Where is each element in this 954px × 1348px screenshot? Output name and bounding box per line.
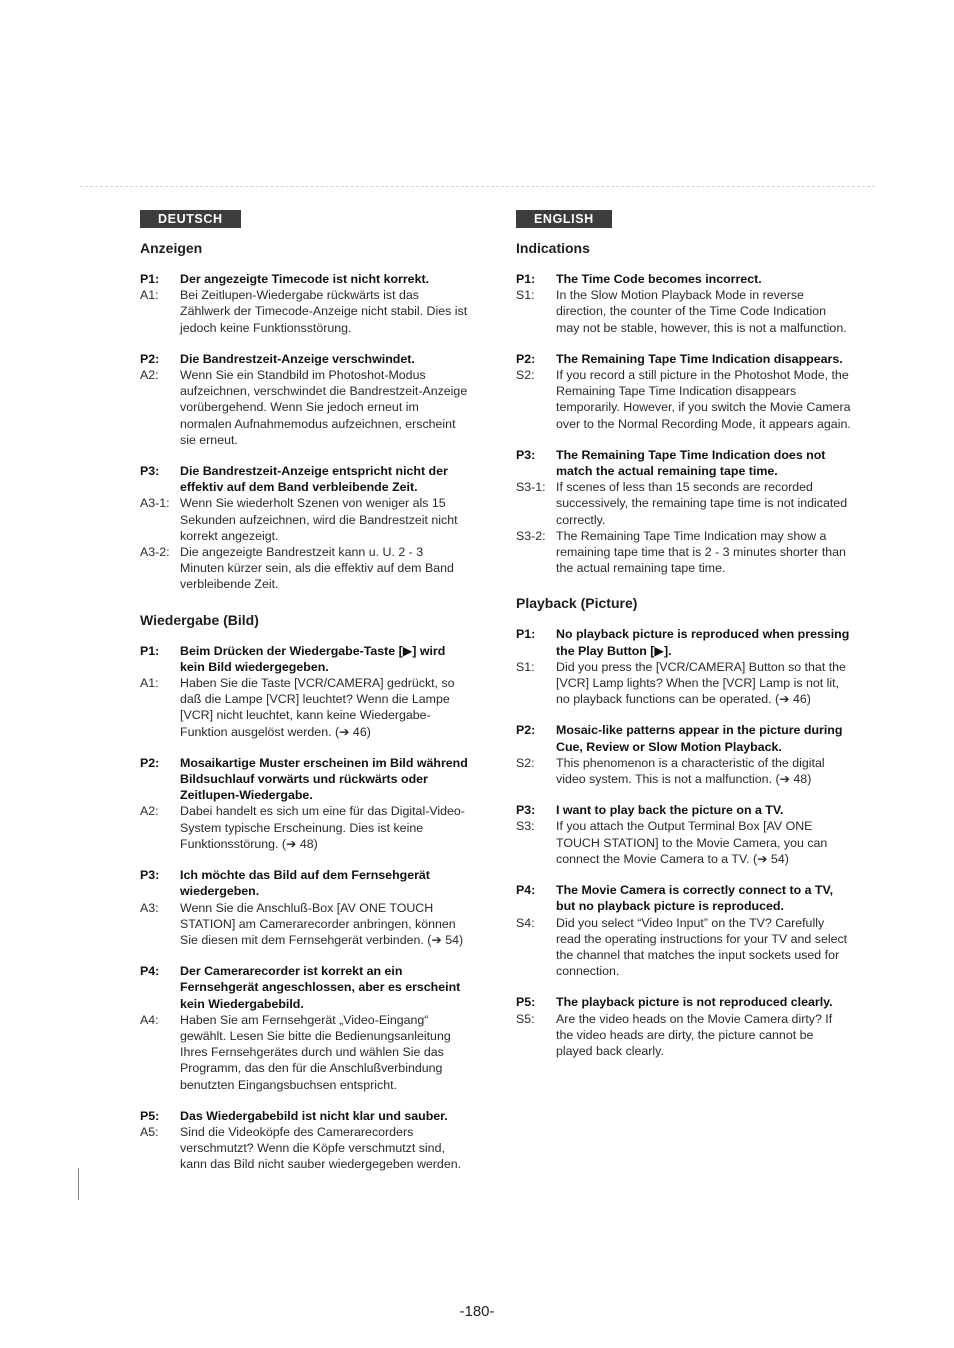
solution-text: Sind die Videoköpfe des Camerarecorders verschmutzt? Wenn die Köpfe verschmutzt sind, kann das Bild nicht sauber wiedergegeben werden. xyxy=(180,1124,462,1172)
qa-item xyxy=(140,271,470,336)
problem-label: P1: xyxy=(140,272,160,286)
solution-label: S3-1: xyxy=(516,480,546,495)
solution-text: If you attach the Output Terminal Box [AV ONE TOUCH STATION] to the Movie Camera, you can connect the Movie Camera to a TV. (➔ 54) xyxy=(556,819,828,866)
solution-row xyxy=(516,1011,851,1060)
solution-row xyxy=(140,495,470,544)
solution-text: Haben Sie am Fernsehgerät „Video-Eingang“ gewählt. Lesen Sie bitte die Bedienungsanleitung Ihres Fernsehgerätes durch und wählen Sie das Programm, das den für die Anschlußverbindung benutzten Eingangsbuchsen entspricht. xyxy=(180,1012,451,1092)
qa-item xyxy=(140,351,470,448)
solution-label: A5: xyxy=(140,1124,159,1139)
qa-item xyxy=(516,882,851,979)
solution-text: Did you press the [VCR/CAMERA] Button so that the [VCR] Lamp lights? When the [VCR] Lamp is not lit, no playback functions can be operated. (➔ 46) xyxy=(556,659,846,707)
qa-item xyxy=(516,351,851,432)
solution-text: Wenn Sie ein Standbild im Photoshot-Modus aufzeichnen, verschwindet die Bandrestzeit-Anzeige vorübergehend. Wenn Sie jedoch erneut im normalen Aufnahmemodus aufzeichnen, erscheint sie erneut. xyxy=(180,368,468,447)
solution-label: S3-2: xyxy=(516,528,546,543)
problem-label: P2: xyxy=(140,755,160,770)
solution-text: Die angezeigte Bandrestzeit kann u. U. 2 - 3 Minuten kürzer sein, als die effektiv auf dem Band verbleibende Zeit. xyxy=(180,545,454,592)
problem-text: Die Bandrestzeit-Anzeige verschwindet. xyxy=(180,351,415,366)
solution-label: A1: xyxy=(140,288,159,303)
problem-label: P3: xyxy=(140,868,160,883)
solution-row xyxy=(516,818,851,867)
solution-text: Wenn Sie die Anschluß-Box [AV ONE TOUCH STATION] am Camerarecorder anbringen, können Sie diesen mit dem Fernsehgerät verbinden. (➔ 54) xyxy=(180,900,464,947)
solution-label: A3: xyxy=(140,900,159,915)
qa-item xyxy=(140,867,470,948)
problem-row xyxy=(140,271,470,287)
problem-row xyxy=(516,447,851,479)
problem-text: Mosaic-like patterns appear in the picture during Cue, Review or Slow Motion Playback. xyxy=(556,723,843,754)
solution-row xyxy=(140,900,470,949)
problem-label: P5: xyxy=(516,995,536,1010)
qa-item xyxy=(140,755,470,852)
solution-label: A1: xyxy=(140,676,159,691)
solution-row xyxy=(516,479,851,528)
problem-label: P2: xyxy=(140,351,160,366)
problem-text: Das Wiedergabebild ist nicht klar und sauber. xyxy=(180,1108,448,1123)
problem-text: No playback picture is reproduced when pressing the Play Button [▶]. xyxy=(556,627,850,658)
problem-row xyxy=(140,963,470,1012)
problem-text: The Time Code becomes incorrect. xyxy=(556,272,762,286)
margin-mark xyxy=(78,1168,79,1200)
solution-label: A4: xyxy=(140,1012,159,1027)
problem-row xyxy=(516,271,851,287)
solution-row xyxy=(516,659,851,708)
solution-text: If scenes of less than 15 seconds are recorded successively, the remaining tape time is not indicated correctly. xyxy=(556,480,848,527)
solution-label: S3: xyxy=(516,819,535,834)
problem-row xyxy=(140,463,470,495)
problem-row xyxy=(140,643,470,675)
problem-label: P1: xyxy=(516,627,536,642)
deutsch-language-tag: DEUTSCH xyxy=(140,210,241,228)
solution-label: S2: xyxy=(516,755,535,770)
solution-row xyxy=(516,528,851,577)
section-title: Wiedergabe (Bild) xyxy=(140,611,259,628)
problem-text: Mosaikartige Muster erscheinen im Bild während Bildsuchlauf vorwärts und rückwärts oder Zeitlupen-Wiedergabe. xyxy=(180,755,468,803)
problem-text: Die Bandrestzeit-Anzeige entspricht nicht der effektiv auf dem Band verbleibende Zeit. xyxy=(180,464,448,495)
problem-row xyxy=(516,882,851,914)
problem-row xyxy=(140,755,470,804)
solution-label: S2: xyxy=(516,368,535,383)
solution-text: Wenn Sie wiederholt Szenen von weniger als 15 Sekunden aufzeichnen, wird die Bandrestzeit nicht korrekt angezeigt. xyxy=(180,496,458,543)
page-number: -180- xyxy=(459,1303,495,1320)
solution-text: Haben Sie die Taste [VCR/CAMERA] gedrückt, so daß die Lampe [VCR] leuchtet? Wenn die Lampe [VCR] nicht leuchtet, kann keine Wiedergabe-Funktion ausgelöst werden. (➔ 46) xyxy=(180,676,455,739)
deutsch-column xyxy=(140,210,470,1188)
qa-item xyxy=(140,1108,470,1173)
solution-row xyxy=(140,1012,470,1093)
english-sections xyxy=(516,239,851,1059)
solution-text: This phenomenon is a characteristic of the digital video system. This is not a malfunction. (➔ 48) xyxy=(556,755,825,787)
problem-text: The Remaining Tape Time Indication does not match the actual remaining tape time. xyxy=(556,447,826,479)
solution-row xyxy=(140,803,470,852)
qa-item xyxy=(140,643,470,740)
solution-text: In the Slow Motion Playback Mode in reverse direction, the counter of the Time Code Indication may not be stable, however, this is not a malfunction. xyxy=(556,288,847,335)
section-title: Playback (Picture) xyxy=(516,595,638,612)
qa-item xyxy=(516,271,851,336)
solution-row xyxy=(140,1124,470,1173)
problem-text: The Remaining Tape Time Indication disappears. xyxy=(556,351,843,366)
problem-row xyxy=(516,722,851,754)
solution-label: A2: xyxy=(140,368,159,383)
solution-row xyxy=(140,544,470,593)
problem-text: Der angezeigte Timecode ist nicht korrekt. xyxy=(180,272,430,286)
qa-item xyxy=(516,626,851,707)
problem-label: P3: xyxy=(140,464,160,479)
solution-text: Are the video heads on the Movie Camera dirty? If the video heads are dirty, the picture cannot be played back clearly. xyxy=(556,1011,833,1058)
problem-row xyxy=(140,867,470,899)
problem-label: P5: xyxy=(140,1108,160,1123)
solution-row xyxy=(516,367,851,432)
problem-text: Beim Drücken der Wiedergabe-Taste [▶] wird kein Bild wiedergegeben. xyxy=(180,643,446,674)
solution-label: S5: xyxy=(516,1011,535,1026)
english-column xyxy=(516,210,851,1074)
solution-text: The Remaining Tape Time Indication may show a remaining tape time that is 2 - 3 minutes shorter than the actual remaining tape time. xyxy=(556,528,846,576)
solution-row xyxy=(140,367,470,448)
problem-row xyxy=(140,351,470,367)
solution-label: A3-2: xyxy=(140,545,170,560)
solution-label: S1: xyxy=(516,659,535,674)
solution-label: A2: xyxy=(140,804,159,819)
deutsch-sections xyxy=(140,239,470,1173)
solution-label: S1: xyxy=(516,288,535,303)
problem-label: P4: xyxy=(140,964,160,979)
solution-label: S4: xyxy=(516,915,535,930)
problem-label: P4: xyxy=(516,883,536,898)
header-rule xyxy=(80,186,875,187)
solution-text: Did you select “Video Input” on the TV? Carefully read the operating instructions for your TV and select the channel that matches the input sockets used for connection. xyxy=(556,915,848,979)
problem-label: P3: xyxy=(516,447,536,462)
solution-row xyxy=(516,287,851,336)
solution-text: If you record a still picture in the Photoshot Mode, the Remaining Tape Time Indication disappears temporarily. However, if you switch the Movie Camera over to the Normal Recording Mode, it appears again. xyxy=(556,368,851,431)
solution-row xyxy=(516,755,851,787)
problem-row xyxy=(140,1108,470,1124)
solution-row xyxy=(140,287,470,336)
problem-label: P1: xyxy=(140,643,160,658)
problem-label: P2: xyxy=(516,351,536,366)
problem-row xyxy=(516,351,851,367)
problem-row xyxy=(516,626,851,658)
solution-label: A3-1: xyxy=(140,496,170,511)
english-language-tag: ENGLISH xyxy=(516,210,612,228)
problem-text: The playback picture is not reproduced clearly. xyxy=(556,995,833,1010)
qa-item xyxy=(516,994,851,1059)
section-title: Indications xyxy=(516,240,590,256)
section-title: Anzeigen xyxy=(140,240,203,256)
solution-text: Bei Zeitlupen-Wiedergabe rückwärts ist das Zählwerk der Timecode-Anzeige nicht stabil. Dies ist jedoch keine Funktionsstörung. xyxy=(180,288,468,335)
qa-item xyxy=(140,963,470,1093)
problem-label: P1: xyxy=(516,272,536,286)
qa-item xyxy=(516,447,851,577)
problem-text: Der Camerarecorder ist korrekt an ein Fernsehgerät angeschlossen, aber es erscheint kein Wiedergabebild. xyxy=(180,964,461,1011)
solution-row xyxy=(516,915,851,980)
solution-row xyxy=(140,675,470,740)
qa-item xyxy=(516,802,851,867)
problem-text: I want to play back the picture on a TV. xyxy=(556,803,784,818)
solution-text: Dabei handelt es sich um eine für das Digital-Video-System typische Erscheinung. Dies ist keine Funktionsstörung. (➔ 48) xyxy=(180,804,465,851)
problem-row xyxy=(516,994,851,1010)
problem-row xyxy=(516,802,851,818)
qa-item xyxy=(140,463,470,593)
qa-item xyxy=(516,722,851,787)
problem-label: P2: xyxy=(516,723,536,738)
problem-text: The Movie Camera is correctly connect to a TV, but no playback picture is reproduced. xyxy=(556,883,834,914)
problem-text: Ich möchte das Bild auf dem Fernsehgerät wiedergeben. xyxy=(180,868,430,899)
problem-label: P3: xyxy=(516,803,536,818)
